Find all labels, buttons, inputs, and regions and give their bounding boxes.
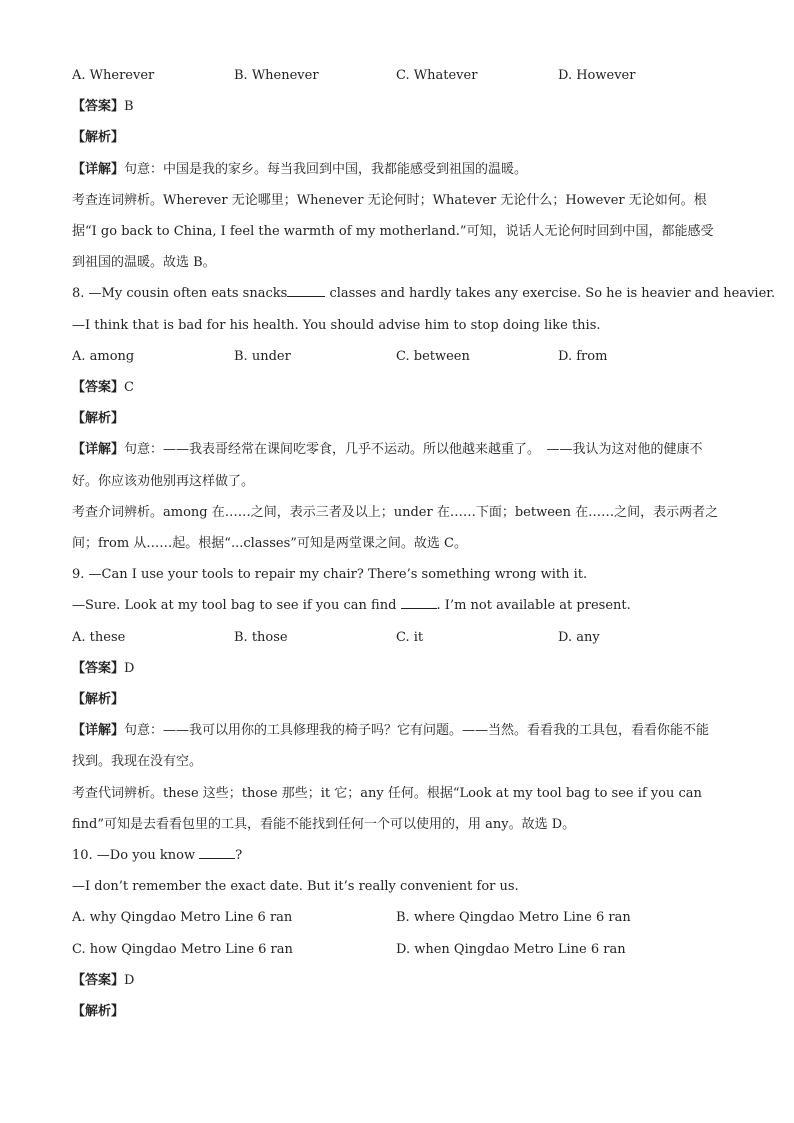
q10-options-row-1: [72, 902, 732, 933]
q8-answer: 【答案】C: [72, 380, 134, 396]
q10-answer: 【答案】D: [72, 972, 135, 988]
q8-detail-1: 【详解】句意：——我表哥经常在课间吃零食，几乎不运动。所以他越来越重了。 ——我认为这对他的健康不好。你应该劝他别再这样做了。: [72, 442, 703, 489]
q8-detail-2: 考查介词辨析。among 在……之间，表示三者及以上；under 在……下面；between 在……之间，表示两者之间；from 从……起。根据“...classes”可知是两堂课之间。故选 C。: [72, 504, 719, 552]
q7-option-d: D. However: [558, 68, 636, 83]
q7-option-b: B. Whenever: [234, 68, 319, 83]
q7-option-a: A. Wherever: [72, 68, 155, 83]
q8-stem-2: —I think that is bad for his health. You should advise him to stop doing like this.: [72, 317, 601, 333]
q10-stem-1: 10. —Do you know ?: [72, 848, 243, 864]
q8-stem-1: 8. —My cousin often eats snacks classes and hardly takes any exercise. So he is heavier and heavier.: [72, 286, 776, 302]
q9-detail-1: 【详解】句意：——我可以用你的工具修理我的椅子吗？它有问题。——当然。看看我的工具包，看看你能不能找到。我现在没有空。: [72, 723, 710, 770]
q10-option-b: B. where Qingdao Metro Line 6 ran: [396, 910, 631, 926]
q10-option-c: C. how Qingdao Metro Line 6 ran: [72, 941, 293, 957]
q7-answer: [72, 91, 732, 122]
q10-option-d: D. when Qingdao Metro Line 6 ran: [396, 941, 626, 957]
q10-options-row-2: [72, 934, 732, 965]
answer-tag: 【答案】: [72, 99, 125, 115]
q9-option-c: C. it: [396, 629, 424, 645]
q8-option-a: A. among: [72, 348, 135, 364]
q9-answer: 【答案】D: [72, 660, 135, 676]
q9-option-a: A. these: [72, 629, 126, 645]
q9-options: [72, 622, 732, 653]
answer-blank: [287, 284, 325, 297]
q9-option-d: D. any: [558, 629, 600, 645]
q7-option-c: C. Whatever: [396, 68, 478, 83]
q7-options: [72, 60, 732, 91]
q9-option-b: B. those: [234, 629, 288, 645]
q8-option-c: C. between: [396, 348, 470, 364]
answer-blank: [401, 596, 437, 609]
q7-detail-2: 考查连词辨析。Wherever 无论哪里；Whenever 无论何时；Whatever 无论什么；However 无论如何。根据“I go back to China, I feel the warmth of my motherland.”可知，说话人无论何时回到中国，都能感受到祖国的温暖。故选 B。: [72, 192, 714, 271]
q7-analysis-heading: 【解析】: [72, 130, 125, 146]
q10-analysis-heading: 【解析】: [72, 1004, 125, 1020]
q8-analysis-heading: 【解析】: [72, 411, 125, 427]
q8-options: [72, 341, 732, 372]
q8-option-b: B. under: [234, 348, 291, 364]
q9-stem-1: 9. —Can I use your tools to repair my chair? There’s something wrong with it.: [72, 567, 588, 583]
answer-value: B: [124, 99, 134, 115]
q7-detail-1: 【详解】句意：中国是我的家乡。每当我回到中国，我都能感受到祖国的温暖。: [72, 161, 528, 177]
q10-stem-2: —I don’t remember the exact date. But it’s really convenient for us.: [72, 879, 519, 895]
q9-detail-2: 考查代词辨析。these 这些；those 那些；it 它；any 任何。根据“Look at my tool bag to see if you can find”可知是去看看包里的工具，看能不能找到任何一个可以使用的，用 any。故选 D。: [72, 785, 702, 832]
q9-stem-2: —Sure. Look at my tool bag to see if you can find . I’m not available at present.: [72, 598, 631, 614]
answer-blank: [199, 846, 235, 859]
q9-analysis-heading: 【解析】: [72, 692, 125, 708]
document-page: [72, 60, 776, 1027]
q10-option-a: A. why Qingdao Metro Line 6 ran: [72, 910, 293, 926]
q8-option-d: D. from: [558, 348, 608, 364]
